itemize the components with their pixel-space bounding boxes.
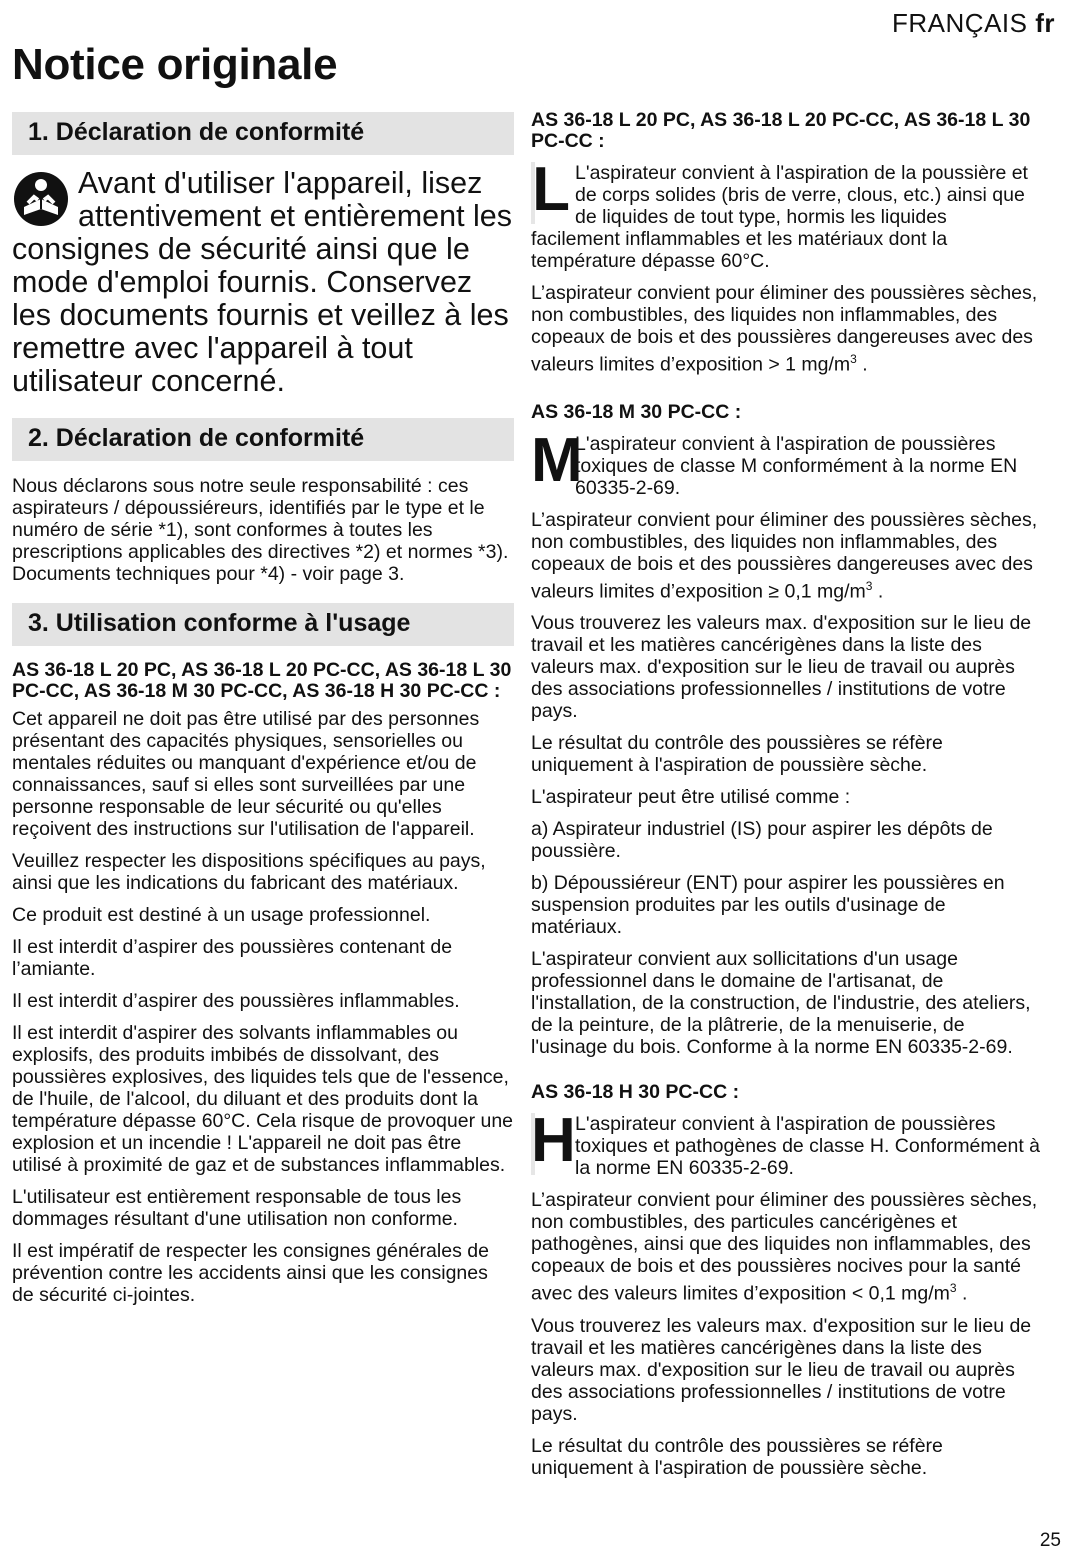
class-m-paragraph: Vous trouverez les valeurs max. d'exposition sur le lieu de travail et les matières cancérigènes dans la liste des valeurs max. d'exposition sur le lieu de travail ou auprès des associations professionnelles / institutions de votre pays.: [531, 612, 1032, 722]
superscript: 3: [949, 1281, 957, 1295]
class-m-intro: [531, 425, 1041, 499]
class-h-paragraph-end: .: [956, 1282, 968, 1305]
left-column: [12, 112, 514, 1316]
class-m-paragraph-text: L’aspirateur convient pour éliminer des poussières sèches, non combustibles, des liquides non inflammables, des copeaux de bois et des poussières dangereuses avec des valeurs limites d’exposition ≥ 0,1 mg/m: [531, 508, 1038, 602]
superscript: 3: [850, 352, 857, 366]
usage-paragraph: Ce produit est destiné à un usage professionnel.: [12, 904, 431, 926]
class-m-intro-text: L'aspirateur convient à l'aspiration de poussières toxiques de classe M conformément à la norme EN 60335-2-69.: [575, 432, 1018, 499]
declaration-text: Nous déclarons sous notre seule responsabilité : ces aspirateurs / dépoussiéreurs, identifiés par le type et le numéro de série *1), sont conformes à toutes les prescriptions applicables des directives *2) et normes *3). Documents techniques pour *4) - voir page 3.: [12, 475, 509, 585]
class-l-paragraph-text: L’aspirateur convient pour éliminer des poussières sèches, non combustibles, des liquides non inflammables, des copeaux de bois et des poussières dangereuses avec des valeurs limites d’exposition > 1 mg/m: [531, 282, 1038, 376]
class-h-heading: AS 36-18 H 30 PC-CC :: [531, 1081, 740, 1103]
class-h-paragraph-text: L’aspirateur convient pour éliminer des poussières sèches, non combustibles, des particules cancérigènes et pathogènes, ainsi que des liquides non inflammables, des copeaux de bois et des poussières nocives pour la santé avec des valeurs limites d’exposition < 0,1 mg/m: [531, 1189, 1038, 1305]
class-m-paragraph: L'aspirateur convient aux sollicitations d'un usage professionnel dans le domaine de l'artisanat, de l'installation, de la construction, de l'industrie, des ateliers, de la peinture, de la plâtrerie, de la menuiserie, de l'usinage du bois. Conforme à la norme EN 60335-2-69.: [531, 948, 1031, 1058]
usage-paragraph: Cet appareil ne doit pas être utilisé par des personnes présentant des capacités physiques, sensorielles ou mentales réduites ou manquant d'expérience et/ou de connaissances, sauf si elles sont surveillées par une personne responsable de leur sécurité ou qu'elles reçoivent des instructions sur l'utilisation de l'appareil.: [12, 708, 480, 840]
usage-paragraph: Veuillez respecter les dispositions spécifiques au pays, ainsi que les indications du fabricant des matériaux.: [12, 850, 486, 894]
class-h-badge: H: [531, 1106, 576, 1175]
class-m-paragraph: b) Dépoussiéreur (ENT) pour aspirer les poussières en suspension produites par les outils d'usinage de matériaux.: [531, 872, 1005, 938]
class-h-intro-text: L'aspirateur convient à l'aspiration de poussières toxiques et pathogènes de classe H. Conformément à la norme EN 60335-2-69.: [575, 1113, 1041, 1179]
language-indicator: [892, 8, 1055, 39]
page-number: 25: [1039, 1530, 1061, 1551]
class-h-intro: [531, 1106, 1041, 1179]
section-2-heading: 2. Déclaration de conformité: [12, 418, 514, 461]
safety-warning: [12, 167, 514, 398]
class-l-intro: [531, 155, 1041, 272]
superscript: 3: [865, 578, 873, 593]
class-m-paragraph: Le résultat du contrôle des poussières se réfère uniquement à l'aspiration de poussière sèche.: [531, 732, 943, 776]
usage-paragraph: L'utilisateur est entièrement responsable de tous les dommages résultant d'une utilisation non conforme.: [12, 1186, 462, 1230]
language-label: FRANÇAIS: [892, 8, 1028, 38]
class-m-paragraph: [531, 509, 1041, 603]
usage-paragraph: Il est interdit d’aspirer des poussières contenant de l’amiante.: [12, 936, 453, 980]
class-h-paragraph: Le résultat du contrôle des poussières se réfère uniquement à l'aspiration de poussière sèche.: [531, 1434, 943, 1479]
right-column: [531, 110, 1041, 1489]
safety-warning-text: Avant d'utiliser l'appareil, lisez attentivement et entièrement les consignes de sécurité ainsi que le mode d'emploi fournis. Conservez les documents fournis et veillez à les remettre avec l'appareil à tout utilisateur concerné.: [12, 166, 513, 398]
class-l-paragraph: [531, 282, 1041, 376]
read-manual-icon: [12, 169, 72, 227]
section-3-heading: 3. Utilisation conforme à l'usage: [12, 603, 514, 646]
class-l-badge: L: [532, 155, 570, 224]
class-m-heading: AS 36-18 M 30 PC-CC :: [531, 400, 742, 423]
class-m-badge: M: [531, 425, 583, 495]
class-h-paragraph: Vous trouverez les valeurs max. d'exposition sur le lieu de travail et les matières cancérigènes dans la liste des valeurs max. d'exposition sur le lieu de travail ou auprès des associations professionnelles / institutions de votre pays.: [531, 1314, 1032, 1425]
usage-paragraph: Il est impératif de respecter les consignes générales de prévention contre les accidents ainsi que les consignes de sécurité ci-jointes.: [12, 1240, 489, 1306]
page-title: Notice originale: [12, 40, 338, 89]
class-m-paragraph: L'aspirateur peut être utilisé comme :: [531, 786, 851, 808]
usage-paragraph: Il est interdit d'aspirer des solvants inflammables ou explosifs, des produits imbibés de dissolvant, des poussières explosives, des liquides tels que de l'essence, de l'huile, de l'alcool, du diluant et des produits dont la température dépasse 60°C. Cela risque de provoquer une explosion et un incendie ! L'appareil ne doit pas être utilisé à proximité de gaz et de substances inflammables.: [12, 1022, 514, 1176]
class-l-heading: AS 36-18 L 20 PC, AS 36-18 L 20 PC-CC, AS 36-18 L 30 PC-CC :: [531, 109, 1031, 152]
class-h-paragraph: [531, 1189, 1041, 1305]
section-1-heading: 1. Déclaration de conformité: [12, 112, 514, 155]
language-code: fr: [1035, 8, 1055, 38]
models-heading: AS 36-18 L 20 PC, AS 36-18 L 20 PC-CC, AS 36-18 L 30 PC-CC, AS 36-18 M 30 PC-CC, AS 36-18 H 30 PC-CC :: [12, 659, 512, 702]
class-l-intro-text: L'aspirateur convient à l'aspiration de la poussière et de corps solides (bris de verre, clous, etc.) ainsi que de liquides de tout type, hormis les liquides facilement inflammables et les matériaux dont la température dépasse 60°C.: [531, 162, 1028, 272]
class-l-paragraph-end: .: [856, 353, 868, 376]
class-m-paragraph: a) Aspirateur industriel (IS) pour aspirer les dépôts de poussière.: [531, 818, 993, 862]
usage-paragraph: Il est interdit d’aspirer des poussières inflammables.: [12, 990, 460, 1012]
class-m-paragraph-end: .: [872, 580, 884, 602]
